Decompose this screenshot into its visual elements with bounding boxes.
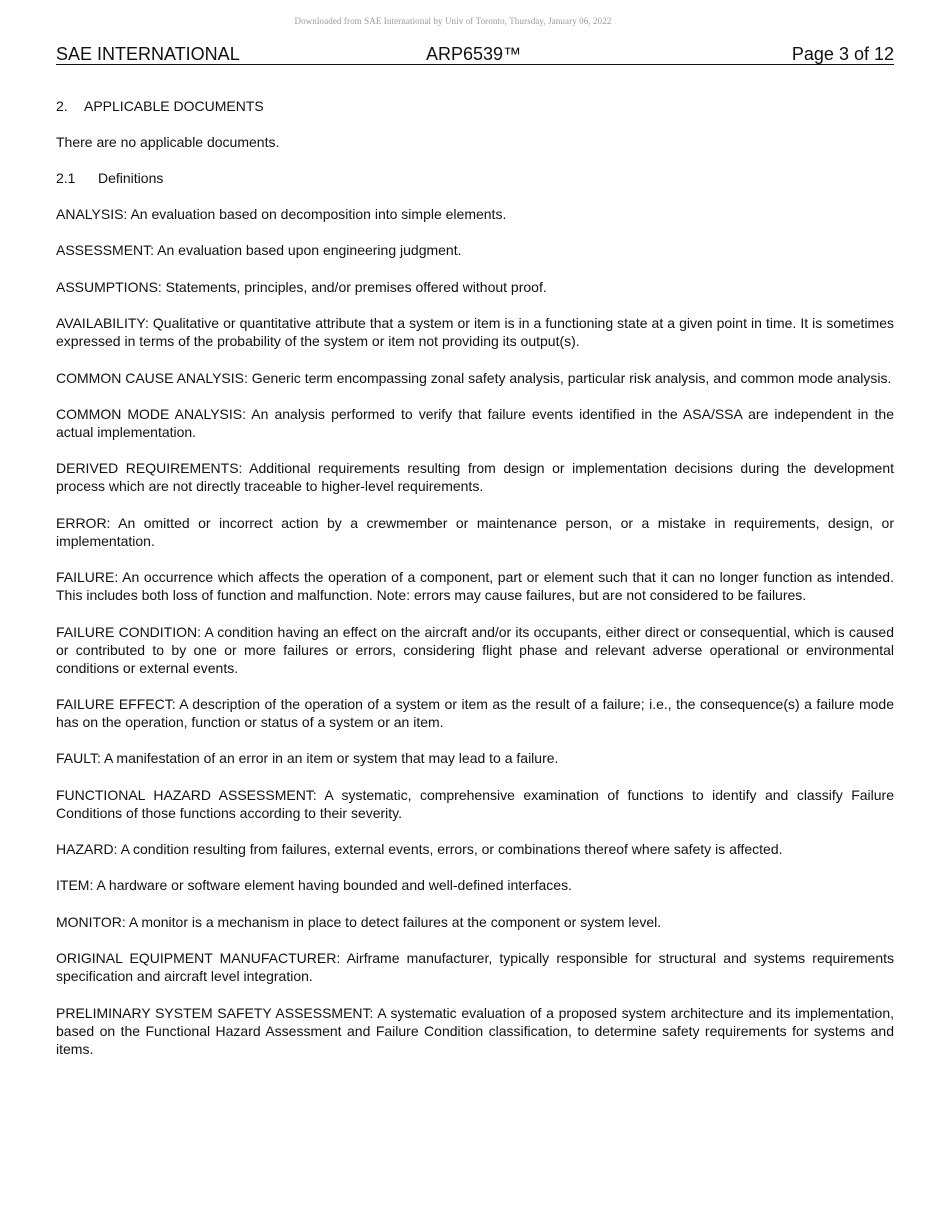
definitions-list — [56, 205, 894, 1058]
header-document-id: ARP6539™ — [426, 44, 522, 64]
download-watermark: Downloaded from SAE International by Univ of Toronto, Thursday, January 06, 2022 — [294, 16, 612, 26]
section-number: 2. — [56, 98, 68, 114]
definition-derived-requirements: DERIVED REQUIREMENTS: Additional requirements resulting from design or implementation decisions during the development process which are not directly traceable to higher-level requirements. — [56, 460, 894, 495]
definition-original-equipment-manufacturer: ORIGINAL EQUIPMENT MANUFACTURER: Airframe manufacturer, typically responsible for structural and systems requirements specification and aircraft level integration. — [56, 950, 894, 985]
section-heading — [56, 97, 894, 115]
definition-item: ITEM: A hardware or software element having bounded and well-defined interfaces. — [56, 877, 572, 894]
definition-error: ERROR: An omitted or incorrect action by a crewmember or maintenance person, or a mistake in requirements, design, or implementation. — [56, 514, 894, 549]
definition-assessment: ASSESSMENT: An evaluation based upon engineering judgment. — [56, 242, 462, 259]
subsection-title: Definitions — [98, 170, 164, 186]
definition-functional-hazard-assessment: FUNCTIONAL HAZARD ASSESSMENT: A systematic, comprehensive examination of functions to identify and classify Failure Conditions of those functions according to their severity. — [56, 786, 894, 821]
definition-fault: FAULT: A manifestation of an error in an item or system that may lead to a failure. — [56, 750, 559, 767]
header-page-number: Page 3 of 12 — [791, 44, 894, 64]
definition-failure-condition: FAILURE CONDITION: A condition having an effect on the aircraft and/or its occupants, either direct or consequential, which is caused or contributed to by one or more failures or errors, considering flight phase and relevant adverse operational or environmental conditions or external events. — [56, 623, 894, 676]
definition-availability: AVAILABILITY: Qualitative or quantitative attribute that a system or item is in a functioning state at a given point in time. It is sometimes expressed in terms of the probability of the system or item not providing its output(s). — [56, 315, 894, 350]
definition-failure-effect: FAILURE EFFECT: A description of the operation of a system or item as the result of a failure; i.e., the consequence(s) a failure mode has on the operation, function or status of a system or an item. — [56, 695, 894, 730]
definition-common-cause-analysis: COMMON CAUSE ANALYSIS: Generic term encompassing zonal safety analysis, particular risk analysis, and common mode analysis. — [56, 369, 892, 386]
subsection-heading — [56, 169, 894, 187]
definition-failure: FAILURE: An occurrence which affects the operation of a component, part or element such that it can no longer function as intended. This includes both loss of function and malfunction. Note: errors may cause failures, but are not considered to be failures. — [56, 569, 894, 604]
definition-assumptions: ASSUMPTIONS: Statements, principles, and/or premises offered without proof. — [56, 278, 547, 295]
definition-preliminary-system-safety-assessment: PRELIMINARY SYSTEM SAFETY ASSESSMENT: A systematic evaluation of a proposed system architecture and its implementation, based on the Functional Hazard Assessment and Failure Condition classification, to determine safety requirements for systems and items. — [56, 1004, 894, 1057]
header-organization: SAE INTERNATIONAL — [56, 44, 240, 64]
definition-common-mode-analysis: COMMON MODE ANALYSIS: An analysis performed to verify that failure events identified in the ASA/SSA are independent in the actual implementation. — [56, 405, 894, 440]
definition-hazard: HAZARD: A condition resulting from failures, external events, errors, or combinations thereof where safety is affected. — [56, 841, 783, 858]
subsection-number: 2.1 — [56, 170, 76, 186]
page-header — [56, 44, 894, 65]
definition-monitor: MONITOR: A monitor is a mechanism in place to detect failures at the component or system level. — [56, 913, 662, 930]
section-title: APPLICABLE DOCUMENTS — [84, 98, 264, 114]
section-body: There are no applicable documents. — [56, 134, 280, 150]
document-body — [56, 97, 894, 1076]
definition-analysis: ANALYSIS: An evaluation based on decomposition into simple elements. — [56, 206, 507, 222]
